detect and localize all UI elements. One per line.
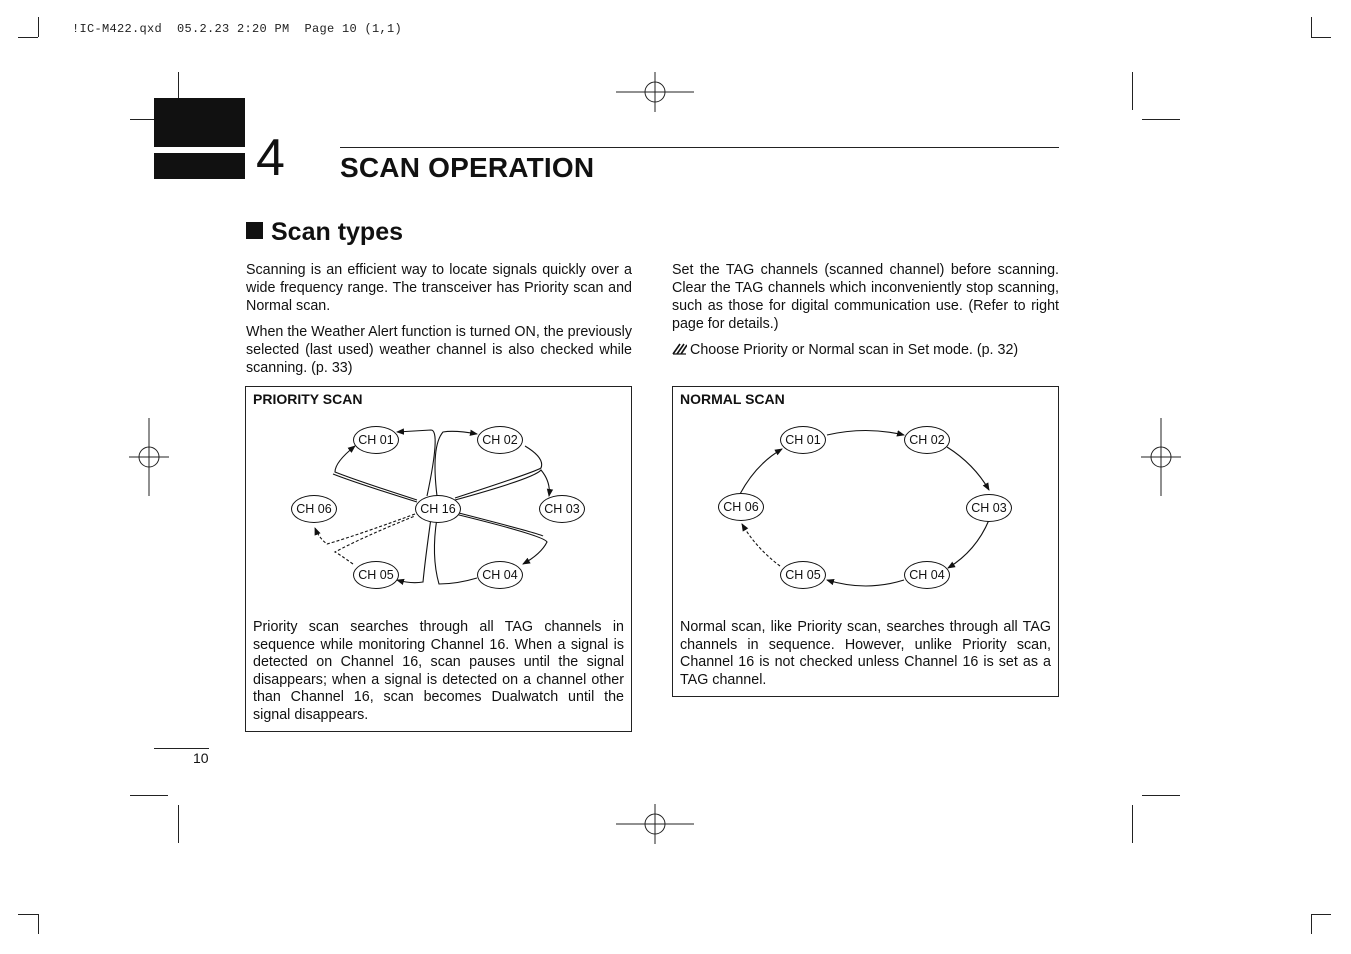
trim-mark — [1142, 795, 1180, 796]
flow-arrow — [435, 431, 477, 496]
registration-mark-icon — [616, 804, 694, 844]
channel-node-ch04: CH 04 — [904, 561, 950, 589]
crop-mark — [38, 914, 39, 934]
dashed-arrow — [742, 524, 780, 566]
channel-node-ch02: CH 02 — [477, 426, 523, 454]
flow-arrow — [335, 446, 417, 500]
channel-node-ch06: CH 06 — [718, 493, 764, 521]
flow-arrow — [827, 580, 904, 586]
crop-mark — [1311, 37, 1331, 38]
flow-arrow — [434, 518, 477, 584]
intro-paragraph: Scanning is an efficient way to locate signals quickly over a wide frequency range. The transceiver has Priority scan and Normal scan. — [246, 262, 632, 314]
flow-arrow — [455, 514, 547, 564]
channel-node-ch05: CH 05 — [353, 561, 399, 589]
crop-mark — [1311, 17, 1312, 37]
section-heading — [246, 218, 403, 247]
note-hatch-icon — [672, 343, 687, 355]
channel-node-ch03: CH 03 — [539, 495, 585, 523]
channel-node-ch02: CH 02 — [904, 426, 950, 454]
trim-mark — [130, 795, 168, 796]
normal-scan-title: NORMAL SCAN — [680, 391, 785, 407]
black-square-icon — [246, 222, 263, 239]
page-number: 10 — [193, 750, 209, 766]
priority-scan-title: PRIORITY SCAN — [253, 391, 363, 407]
crop-mark — [18, 914, 38, 915]
file-slug: !IC-M422.qxd 05.2.23 2:20 PM Page 10 (1,1) — [72, 22, 403, 36]
channel-node-ch04: CH 04 — [477, 561, 523, 589]
channel-node-ch01: CH 01 — [353, 426, 399, 454]
flow-arrow — [947, 447, 989, 490]
chapter-tab — [154, 98, 245, 147]
registration-mark-icon — [616, 72, 694, 112]
normal-scan-description: Normal scan, like Priority scan, searches through all TAG channels in sequence. However, unlike Priority scan, Channel 16 is not checked unless Channel 16 is set as a TAG channel. — [680, 619, 1051, 688]
crop-mark — [38, 17, 39, 37]
flow-arrow — [455, 470, 549, 500]
weather-paragraph: When the Weather Alert function is turned ON, the previously selected (last used) weather channel is also checked while scanning. (p. 33) — [246, 324, 632, 376]
crop-mark — [1311, 914, 1312, 934]
channel-node-ch06: CH 06 — [291, 495, 337, 523]
channel-node-ch03: CH 03 — [966, 494, 1012, 522]
trim-mark — [1142, 119, 1180, 120]
trim-mark — [1132, 805, 1133, 843]
flow-arrow — [948, 520, 989, 568]
flow-arrow — [455, 512, 543, 536]
channel-node-ch01: CH 01 — [780, 426, 826, 454]
flow-arrow — [740, 449, 782, 494]
crop-mark — [1311, 914, 1331, 915]
flow-arrow — [827, 431, 904, 436]
registration-mark-icon — [1141, 418, 1181, 496]
registration-mark-icon — [129, 418, 169, 496]
tag-paragraph: Set the TAG channels (scanned channel) before scanning. Clear the TAG channels which inconveniently stop scanning, such as those for digital communication use. (Refer to right page for details.) — [672, 262, 1059, 332]
section-title: Scan types — [271, 218, 404, 246]
chapter-rule — [340, 147, 1059, 148]
channel-node-ch05: CH 05 — [780, 561, 826, 589]
trim-mark — [1132, 72, 1133, 110]
trim-mark — [178, 805, 179, 843]
priority-scan-description: Priority scan searches through all TAG channels in sequence while monitoring Channel 16. When a signal is detected on Channel 16, scan pauses until the signal disappears; when a signal is detected on a channel other than Channel 16, scan becomes Dualwatch until the signal disappears. — [253, 619, 624, 723]
dashed-arrow — [335, 516, 415, 564]
crop-mark — [18, 37, 38, 38]
chapter-number: 4 — [256, 129, 285, 187]
flow-arrow — [397, 430, 435, 496]
flow-arrow — [333, 474, 417, 502]
page-number-rule — [154, 748, 209, 749]
flow-arrow — [397, 518, 431, 583]
chapter-title: SCAN OPERATION — [340, 152, 595, 183]
chapter-tab — [154, 153, 245, 179]
note-line — [672, 341, 1059, 359]
channel-node-ch16: CH 16 — [415, 495, 461, 523]
note-text: Choose Priority or Normal scan in Set mode. (p. 32) — [690, 342, 1019, 358]
